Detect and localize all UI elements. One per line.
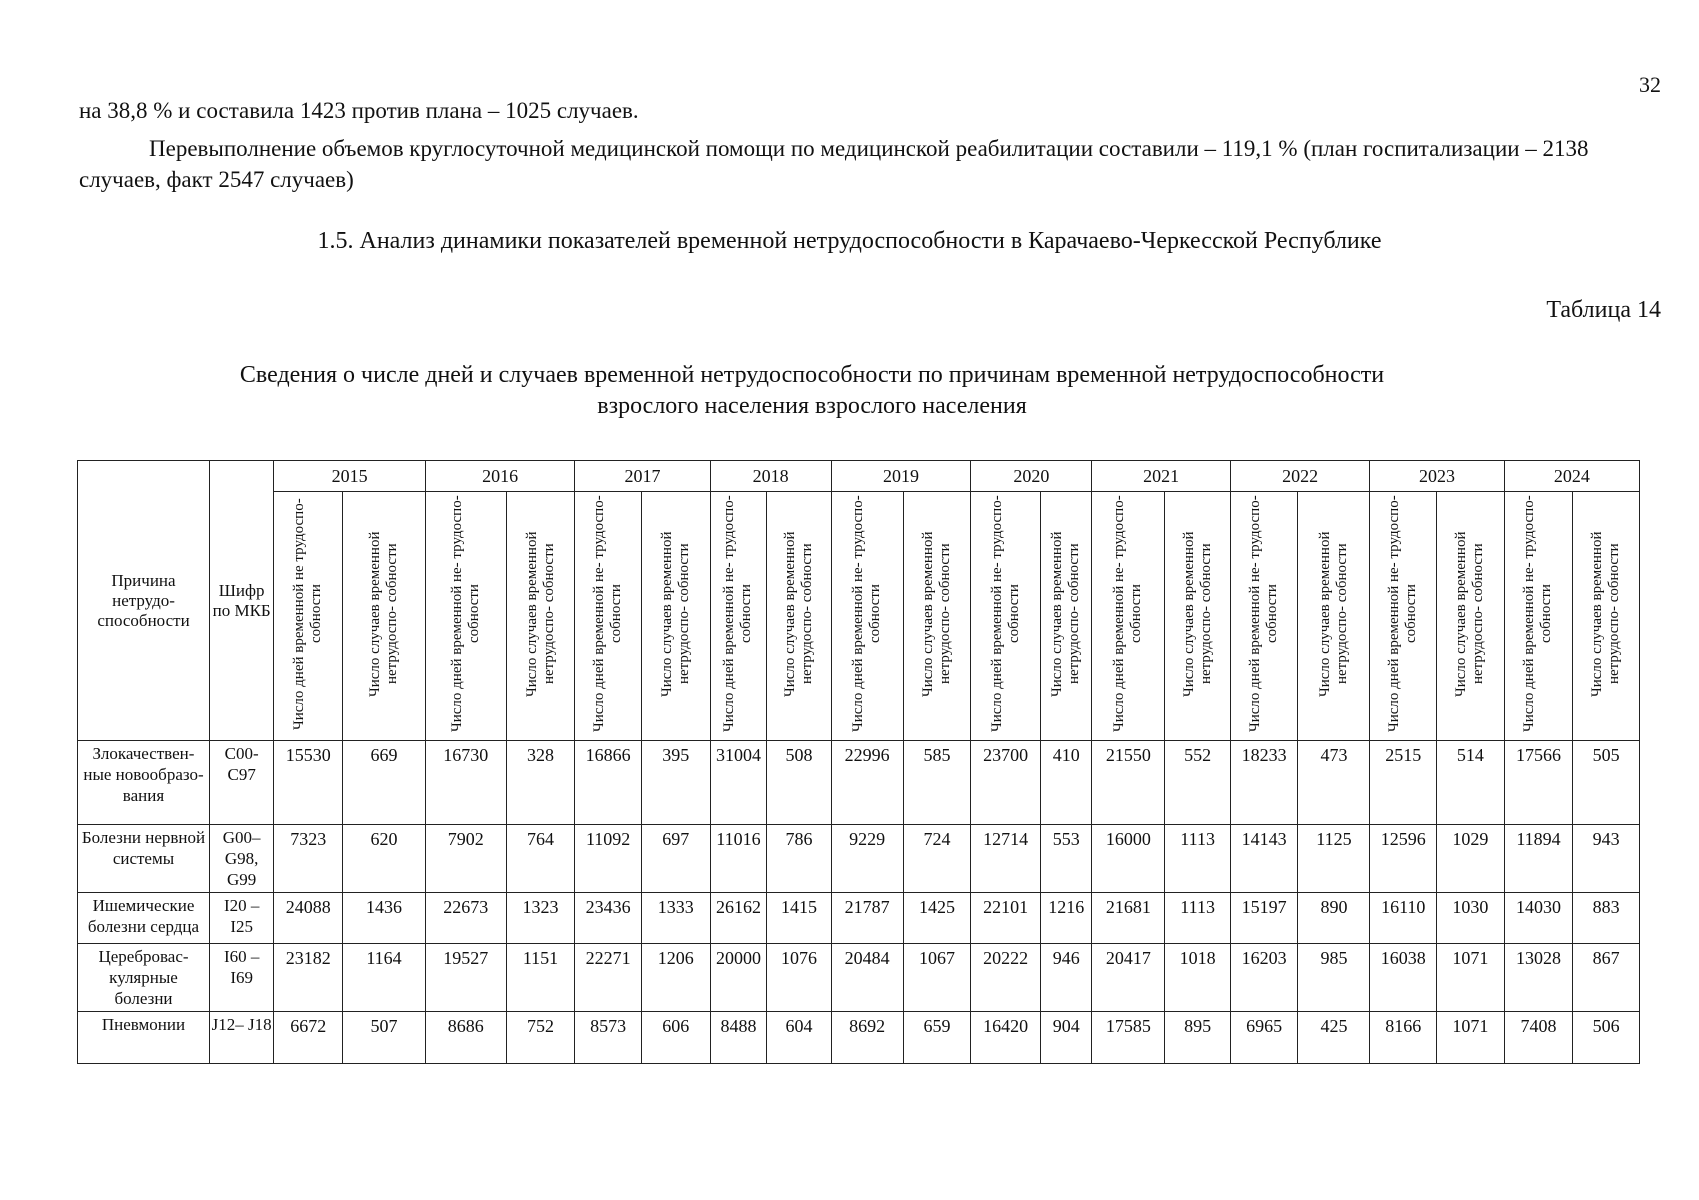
cause-cell: Болезни нервной системы xyxy=(78,825,210,893)
value-cell: 13028 xyxy=(1504,944,1573,1012)
value-cell: 8686 xyxy=(425,1012,506,1064)
value-cell: 659 xyxy=(903,1012,971,1064)
year-header: 2024 xyxy=(1504,461,1639,492)
value-cell: 1076 xyxy=(767,944,831,1012)
value-cell: 6672 xyxy=(274,1012,343,1064)
value-cell: 1018 xyxy=(1165,944,1230,1012)
header-text: Число дней временной не- трудоспо- собности xyxy=(1111,495,1145,732)
value-cell: 21550 xyxy=(1092,741,1165,825)
mkb-cell: I60 – I69 xyxy=(209,944,273,1012)
page-number: 32 xyxy=(1639,72,1661,97)
value-cell: 20484 xyxy=(831,944,903,1012)
header-cases xyxy=(641,492,710,741)
value-cell: 16730 xyxy=(425,741,506,825)
year-header: 2015 xyxy=(274,461,426,492)
year-header: 2016 xyxy=(425,461,574,492)
value-cell: 15197 xyxy=(1230,893,1298,944)
value-cell: 1216 xyxy=(1041,893,1092,944)
value-cell: 23182 xyxy=(274,944,343,1012)
value-cell: 1030 xyxy=(1437,893,1505,944)
header-days xyxy=(425,492,506,741)
value-cell: 697 xyxy=(641,825,710,893)
header-cases xyxy=(767,492,831,741)
year-header: 2018 xyxy=(710,461,831,492)
value-cell: 16866 xyxy=(575,741,642,825)
table-row xyxy=(78,1012,1640,1064)
value-cell: 18233 xyxy=(1230,741,1298,825)
value-cell: 1415 xyxy=(767,893,831,944)
header-text: Число дней временной не- трудоспо- собности xyxy=(1247,495,1281,732)
header-cases xyxy=(903,492,971,741)
value-cell: 6965 xyxy=(1230,1012,1298,1064)
value-cell: 16038 xyxy=(1370,944,1437,1012)
value-cell: 8573 xyxy=(575,1012,642,1064)
cause-cell: Ишемические болезни сердца xyxy=(78,893,210,944)
value-cell: 22101 xyxy=(971,893,1041,944)
value-cell: 473 xyxy=(1298,741,1370,825)
value-cell: 883 xyxy=(1573,893,1640,944)
header-days xyxy=(971,492,1041,741)
value-cell: 895 xyxy=(1165,1012,1230,1064)
value-cell: 724 xyxy=(903,825,971,893)
year-header: 2022 xyxy=(1230,461,1370,492)
table-title-line: Сведения о числе дней и случаев временной нетрудоспособности по причинам временной нетрудоспособности xyxy=(239,362,1385,388)
header-cases xyxy=(1041,492,1092,741)
value-cell: 506 xyxy=(1573,1012,1640,1064)
value-cell: 552 xyxy=(1165,741,1230,825)
value-cell: 1029 xyxy=(1437,825,1505,893)
table-row xyxy=(78,825,1640,893)
value-cell: 1113 xyxy=(1165,893,1230,944)
mkb-cell: J12– J18 xyxy=(209,1012,273,1064)
header-text: Число случаев временной нетрудоспо- собности xyxy=(523,530,557,697)
value-cell: 904 xyxy=(1041,1012,1092,1064)
header-text: Число дней временной не- трудоспо- собности xyxy=(721,495,755,732)
header-text: Число дней временной не- трудоспо- собности xyxy=(591,495,625,732)
value-cell: 1164 xyxy=(343,944,426,1012)
value-cell: 786 xyxy=(767,825,831,893)
value-cell: 1125 xyxy=(1298,825,1370,893)
header-days xyxy=(1092,492,1165,741)
mkb-cell: С00- С97 xyxy=(209,741,273,825)
value-cell: 22996 xyxy=(831,741,903,825)
value-cell: 1323 xyxy=(506,893,575,944)
header-text: Число случаев временной нетрудоспо- собности xyxy=(1453,530,1487,697)
section-heading: 1.5. Анализ динамики показателей временной нетрудоспособности в Карачаево-Черкесской Республике xyxy=(317,228,1382,254)
value-cell: 12714 xyxy=(971,825,1041,893)
value-cell: 620 xyxy=(343,825,426,893)
value-cell: 7323 xyxy=(274,825,343,893)
header-days xyxy=(710,492,767,741)
cause-cell: Цереброваc- кулярные болезни xyxy=(78,944,210,1012)
header-text: Число случаев временной нетрудоспо- собности xyxy=(1049,530,1083,697)
value-cell: 19527 xyxy=(425,944,506,1012)
header-cases xyxy=(1298,492,1370,741)
header-days xyxy=(831,492,903,741)
year-header: 2019 xyxy=(831,461,971,492)
header-days xyxy=(1230,492,1298,741)
value-cell: 508 xyxy=(767,741,831,825)
value-cell: 8166 xyxy=(1370,1012,1437,1064)
value-cell: 26162 xyxy=(710,893,767,944)
header-text: Число случаев временной нетрудоспо- собности xyxy=(1589,530,1623,697)
value-cell: 505 xyxy=(1573,741,1640,825)
value-cell: 1071 xyxy=(1437,944,1505,1012)
paragraph: Перевыполнение объемов круглосуточной медицинской помощи по медицинской реабилитации составили – 119,1 % (план госпитализации – 2138 случаев, факт 2547 случаев) xyxy=(79,136,1589,192)
value-cell: 752 xyxy=(506,1012,575,1064)
value-cell: 1425 xyxy=(903,893,971,944)
header-cases xyxy=(1165,492,1230,741)
header-days xyxy=(575,492,642,741)
value-cell: 985 xyxy=(1298,944,1370,1012)
value-cell: 1436 xyxy=(343,893,426,944)
header-text: Число случаев временной нетрудоспо- собности xyxy=(366,530,400,697)
value-cell: 23700 xyxy=(971,741,1041,825)
value-cell: 1206 xyxy=(641,944,710,1012)
value-cell: 16000 xyxy=(1092,825,1165,893)
value-cell: 22271 xyxy=(575,944,642,1012)
value-cell: 867 xyxy=(1573,944,1640,1012)
header-days xyxy=(274,492,343,741)
value-cell: 606 xyxy=(641,1012,710,1064)
value-cell: 425 xyxy=(1298,1012,1370,1064)
value-cell: 11092 xyxy=(575,825,642,893)
table-title-line: взрослого населения взрослого населения xyxy=(597,393,1027,419)
value-cell: 12596 xyxy=(1370,825,1437,893)
value-cell: 20222 xyxy=(971,944,1041,1012)
value-cell: 31004 xyxy=(710,741,767,825)
value-cell: 20000 xyxy=(710,944,767,1012)
value-cell: 7408 xyxy=(1504,1012,1573,1064)
value-cell: 395 xyxy=(641,741,710,825)
header-cases xyxy=(1573,492,1640,741)
header-text: Число случаев временной нетрудоспо- собности xyxy=(1180,530,1214,697)
header-cases xyxy=(343,492,426,741)
value-cell: 946 xyxy=(1041,944,1092,1012)
year-header-row xyxy=(78,461,1640,492)
value-cell: 7902 xyxy=(425,825,506,893)
value-cell: 17566 xyxy=(1504,741,1573,825)
value-cell: 16203 xyxy=(1230,944,1298,1012)
value-cell: 2515 xyxy=(1370,741,1437,825)
header-text: Число дней временной не- трудоспо- собности xyxy=(1521,495,1555,732)
value-cell: 22673 xyxy=(425,893,506,944)
value-cell: 14030 xyxy=(1504,893,1573,944)
value-cell: 16110 xyxy=(1370,893,1437,944)
cause-cell: Пневмонии xyxy=(78,1012,210,1064)
header-text: Число случаев временной нетрудоспо- собности xyxy=(782,530,815,697)
value-cell: 8488 xyxy=(710,1012,767,1064)
value-cell: 1113 xyxy=(1165,825,1230,893)
value-cell: 669 xyxy=(343,741,426,825)
header-cases xyxy=(1437,492,1505,741)
header-text: Число случаев временной нетрудоспо- собности xyxy=(658,530,692,697)
header-cases xyxy=(506,492,575,741)
header-days xyxy=(1504,492,1573,741)
value-cell: 17585 xyxy=(1092,1012,1165,1064)
value-cell: 328 xyxy=(506,741,575,825)
value-cell: 21681 xyxy=(1092,893,1165,944)
value-cell: 8692 xyxy=(831,1012,903,1064)
value-cell: 553 xyxy=(1041,825,1092,893)
header-text: Число дней временной не трудоспо- собности xyxy=(291,497,325,730)
cause-cell: Злокачествен- ные новообразо- вания xyxy=(78,741,210,825)
table-label: Таблица 14 xyxy=(1546,297,1661,323)
table-row xyxy=(78,741,1640,825)
mkb-cell: G00– G98, G99 xyxy=(209,825,273,893)
table-row xyxy=(78,944,1640,1012)
year-header: 2020 xyxy=(971,461,1092,492)
value-cell: 1071 xyxy=(1437,1012,1505,1064)
header-text: Число случаев временной нетрудоспо- собности xyxy=(919,530,953,697)
value-cell: 1067 xyxy=(903,944,971,1012)
table-body xyxy=(78,741,1640,1064)
header-text: Число дней временной не- трудоспо- собности xyxy=(448,495,482,732)
value-cell: 11016 xyxy=(710,825,767,893)
mkb-cell: I20 – I25 xyxy=(209,893,273,944)
paragraph-line: на 38,8 % и составила 1423 против плана – 1025 случаев. xyxy=(79,98,639,123)
table-row xyxy=(78,893,1640,944)
value-cell: 943 xyxy=(1573,825,1640,893)
value-cell: 20417 xyxy=(1092,944,1165,1012)
year-header: 2017 xyxy=(575,461,710,492)
value-cell: 1333 xyxy=(641,893,710,944)
table-title xyxy=(0,360,1624,422)
value-cell: 21787 xyxy=(831,893,903,944)
value-cell: 410 xyxy=(1041,741,1092,825)
year-header: 2023 xyxy=(1370,461,1504,492)
header-text: Число дней временной не- трудоспо- собности xyxy=(850,495,884,732)
header-text: Число дней временной не- трудоспо- собности xyxy=(1386,495,1420,732)
value-cell: 24088 xyxy=(274,893,343,944)
header-mkb: Шифр по МКБ xyxy=(209,461,273,741)
value-cell: 9229 xyxy=(831,825,903,893)
header-text: Число дней временной не- трудоспо- собности xyxy=(988,495,1022,732)
header-cause: Причина нетрудо- способности xyxy=(78,461,210,741)
value-cell: 604 xyxy=(767,1012,831,1064)
header-days xyxy=(1370,492,1437,741)
value-cell: 14143 xyxy=(1230,825,1298,893)
data-table xyxy=(77,460,1640,1064)
value-cell: 15530 xyxy=(274,741,343,825)
value-cell: 507 xyxy=(343,1012,426,1064)
header-text: Число случаев временной нетрудоспо- собности xyxy=(1316,530,1350,697)
value-cell: 764 xyxy=(506,825,575,893)
value-cell: 23436 xyxy=(575,893,642,944)
value-cell: 11894 xyxy=(1504,825,1573,893)
value-cell: 1151 xyxy=(506,944,575,1012)
value-cell: 16420 xyxy=(971,1012,1041,1064)
value-cell: 514 xyxy=(1437,741,1505,825)
value-cell: 890 xyxy=(1298,893,1370,944)
value-cell: 585 xyxy=(903,741,971,825)
year-header: 2021 xyxy=(1092,461,1231,492)
subheader-row xyxy=(78,492,1640,741)
